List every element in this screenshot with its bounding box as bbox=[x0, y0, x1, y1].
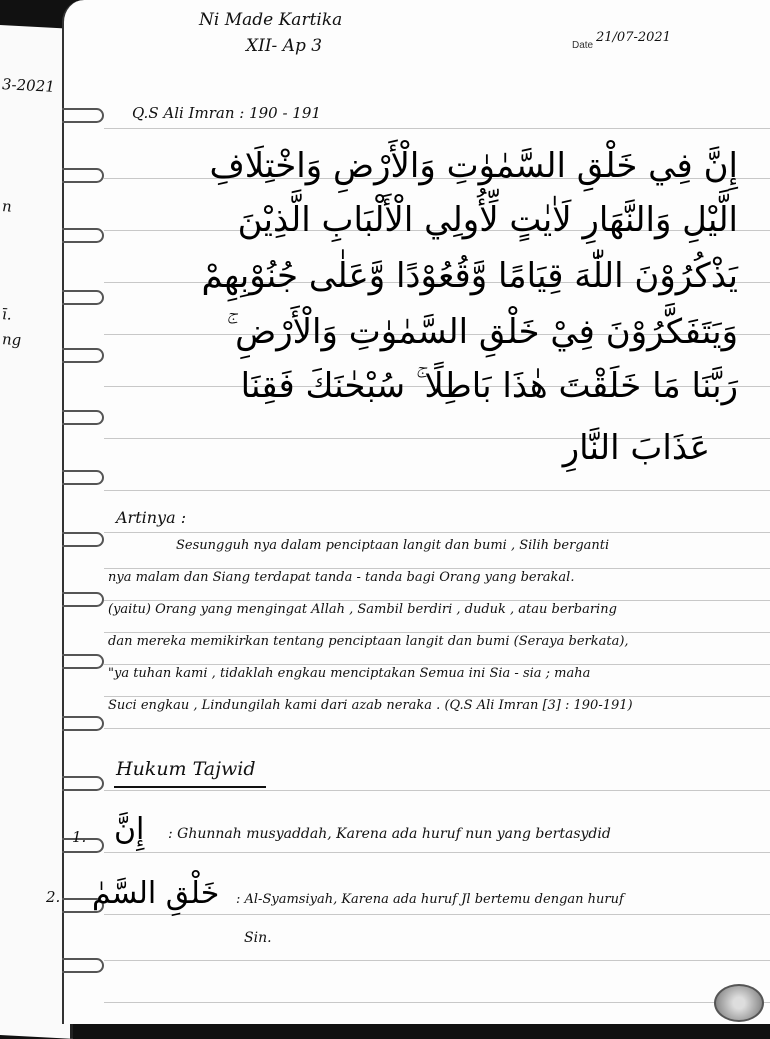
date-label: Date bbox=[572, 40, 594, 51]
ruled-line bbox=[104, 728, 770, 729]
ruled-line bbox=[104, 696, 770, 697]
ruled-line bbox=[104, 490, 770, 491]
arabic-verse-line: الَّيْلِ وَالنَّهَارِ لَاٰيٰتٍ لِّأُولِي الْأَلْبَابِ الَّذِيْنَ bbox=[237, 200, 738, 240]
translation-heading: Artinya : bbox=[116, 508, 187, 527]
left-page-fragment: ī. bbox=[2, 305, 12, 324]
left-page-fragment: 3-2021 bbox=[2, 75, 55, 96]
binding-ring bbox=[62, 716, 104, 731]
tajwid-item-text: : Al-Syamsiyah, Karena ada huruf Jl bertemu dengan huruf bbox=[236, 892, 624, 907]
binding-ring bbox=[62, 958, 104, 973]
binding-ring bbox=[62, 776, 104, 791]
ruled-line bbox=[104, 532, 770, 533]
tajwid-item-text: : Ghunnah musyaddah, Karena ada huruf nun yang bertasydid bbox=[168, 826, 611, 842]
notebook-page bbox=[46, 0, 770, 1024]
ruled-line bbox=[104, 790, 770, 791]
corner-stamp bbox=[714, 984, 764, 1022]
binding-ring bbox=[62, 290, 104, 305]
tajwid-item-number: 1. bbox=[72, 828, 87, 846]
tajwid-heading: Hukum Tajwid bbox=[116, 758, 256, 780]
ruled-line bbox=[104, 128, 770, 129]
binding-ring bbox=[62, 592, 104, 607]
translation-line: Suci engkau , Lindungilah kami dari azab neraka . (Q.S Ali Imran [3] : 190-191) bbox=[108, 698, 633, 713]
binding-ring bbox=[62, 470, 104, 485]
arabic-verse-line: عَذَابَ النَّارِ bbox=[562, 428, 710, 468]
translation-line: Sesungguh nya dalam penciptaan langit dan bumi , Silih berganti bbox=[176, 538, 610, 553]
ruled-line bbox=[104, 914, 770, 915]
arabic-verse-line: رَبَّنَا مَا خَلَقْتَ هٰذَا بَاطِلًا ۚ سُبْحٰنَكَ فَقِنَا bbox=[240, 366, 738, 406]
arabic-verse-line: يَذْكُرُوْنَ اللّٰهَ قِيَامًا وَّقُعُوْدًا وَّعَلٰى جُنُوْبِهِمْ bbox=[201, 256, 738, 296]
ruled-line bbox=[104, 1002, 770, 1003]
ruled-line bbox=[104, 960, 770, 961]
ruled-line bbox=[104, 632, 770, 633]
tajwid-heading-underline bbox=[114, 786, 266, 788]
ruled-line bbox=[104, 600, 770, 601]
left-page-fragment: n bbox=[2, 197, 12, 216]
student-class: XII- Ap 3 bbox=[246, 36, 323, 56]
tajwid-item-arabic: إِنَّ bbox=[114, 812, 145, 847]
binding-ring bbox=[62, 654, 104, 669]
tajwid-item-number: 2. bbox=[46, 888, 61, 906]
translation-line: "ya tuhan kami , tidaklah engkau menciptakan Semua ini Sia - sia ; maha bbox=[108, 666, 591, 681]
translation-line: nya malam dan Siang terdapat tanda - tanda bagi Orang yang berakal. bbox=[108, 570, 575, 585]
ruled-line bbox=[104, 664, 770, 665]
ruled-line bbox=[104, 852, 770, 853]
arabic-verse-line: وَيَتَفَكَّرُوْنَ فِيْ خَلْقِ السَّمٰوٰتِ وَالْأَرْضِ ۚ bbox=[226, 312, 738, 352]
ruled-line bbox=[104, 568, 770, 569]
binding-ring bbox=[62, 228, 104, 243]
tajwid-item-arabic: خَلْقِ السَّمٰ bbox=[92, 876, 220, 911]
translation-line: (yaitu) Orang yang mengingat Allah , Sambil berdiri , duduk , atau berbaring bbox=[108, 602, 617, 617]
surah-reference: Q.S Ali Imran : 190 - 191 bbox=[132, 104, 321, 122]
binding-ring bbox=[62, 348, 104, 363]
left-page-fragment: ng bbox=[2, 330, 22, 350]
date-value: 21/07-2021 bbox=[596, 30, 671, 45]
arabic-verse-line: إِنَّ فِي خَلْقِ السَّمٰوٰتِ وَالْأَرْضِ وَاخْتِلَافِ bbox=[209, 146, 738, 186]
student-name: Ni Made Kartika bbox=[199, 10, 343, 30]
tajwid-item-continuation: Sin. bbox=[244, 930, 272, 946]
translation-line: dan mereka memikirkan tentang penciptaan langit dan bumi (Seraya berkata), bbox=[108, 634, 629, 649]
binding-ring bbox=[62, 168, 104, 183]
binding-ring bbox=[62, 532, 104, 547]
binding-ring bbox=[62, 410, 104, 425]
binding-ring bbox=[62, 108, 104, 123]
